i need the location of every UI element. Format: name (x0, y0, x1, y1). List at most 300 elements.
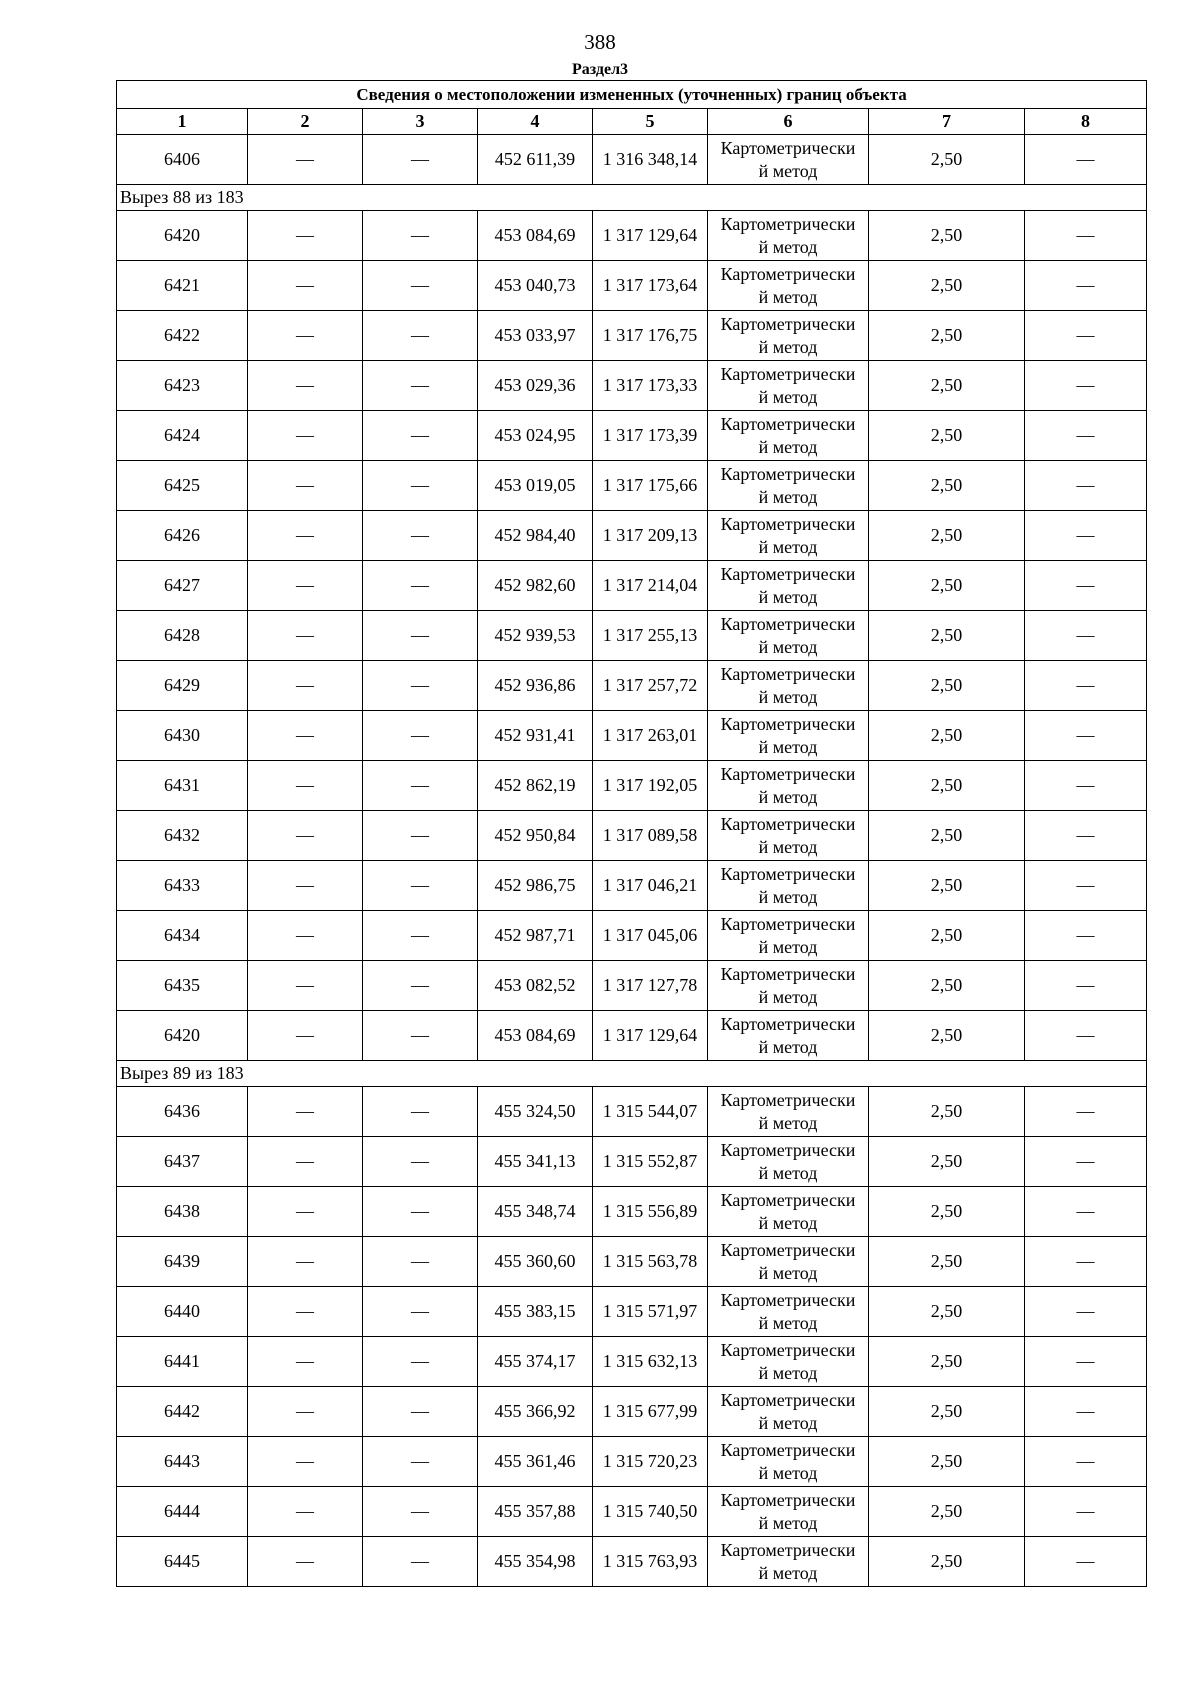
method-line-1: Картометрически (720, 1389, 856, 1410)
table-row (117, 1337, 1147, 1387)
accuracy-cell: 2,50 (869, 1237, 1025, 1287)
method-line-2: й метод (758, 1462, 818, 1483)
y-coordinate-cell: 1 317 127,78 (593, 961, 708, 1011)
x-coordinate-cell: 455 383,15 (478, 1287, 593, 1337)
col8-cell: — (1025, 511, 1147, 561)
point-number-cell: 6431 (117, 761, 248, 811)
y-coordinate-cell: 1 315 763,93 (593, 1537, 708, 1587)
y-coordinate-cell: 1 315 632,13 (593, 1337, 708, 1387)
point-number-cell: 6440 (117, 1287, 248, 1337)
x-coordinate-cell: 452 936,86 (478, 661, 593, 711)
accuracy-cell: 2,50 (869, 361, 1025, 411)
accuracy-cell: 2,50 (869, 411, 1025, 461)
table-row (117, 311, 1147, 361)
method-cell (708, 1187, 869, 1237)
x-coordinate-cell: 452 982,60 (478, 561, 593, 611)
y-coordinate-cell: 1 317 089,58 (593, 811, 708, 861)
point-number-cell: 6430 (117, 711, 248, 761)
method-line-1: Картометрически (720, 463, 856, 484)
col8-cell: — (1025, 761, 1147, 811)
method-line-1: Картометрически (720, 1239, 856, 1260)
table-row (117, 1387, 1147, 1437)
table-row (117, 511, 1147, 561)
col8-cell: — (1025, 1437, 1147, 1487)
point-number-cell: 6437 (117, 1137, 248, 1187)
col3-cell: — (363, 1187, 478, 1237)
method-line-1: Картометрически (720, 513, 856, 534)
method-line-1: Картометрически (720, 1189, 856, 1210)
y-coordinate-cell: 1 315 677,99 (593, 1387, 708, 1437)
y-coordinate-cell: 1 317 192,05 (593, 761, 708, 811)
method-line-1: Картометрически (720, 1489, 856, 1510)
method-cell (708, 1337, 869, 1387)
method-line-2: й метод (758, 386, 818, 407)
point-number-cell: 6444 (117, 1487, 248, 1537)
point-number-cell: 6434 (117, 911, 248, 961)
x-coordinate-cell: 453 082,52 (478, 961, 593, 1011)
y-coordinate-cell: 1 317 255,13 (593, 611, 708, 661)
col2-cell: — (248, 911, 363, 961)
col8-cell: — (1025, 961, 1147, 1011)
col3-cell: — (363, 561, 478, 611)
method-line-1: Картометрически (720, 963, 856, 984)
col2-cell: — (248, 1437, 363, 1487)
method-cell (708, 561, 869, 611)
coordinates-table (116, 80, 1147, 1587)
col2-cell: — (248, 461, 363, 511)
column-header: 8 (1025, 109, 1147, 135)
section-title: Раздел3 (571, 61, 629, 78)
table-body (117, 135, 1147, 1587)
y-coordinate-cell: 1 315 563,78 (593, 1237, 708, 1287)
method-cell (708, 311, 869, 361)
table-row (117, 1487, 1147, 1537)
col3-cell: — (363, 361, 478, 411)
method-cell (708, 1237, 869, 1287)
x-coordinate-cell: 455 361,46 (478, 1437, 593, 1487)
method-cell (708, 261, 869, 311)
col2-cell: — (248, 1011, 363, 1061)
x-coordinate-cell: 453 029,36 (478, 361, 593, 411)
y-coordinate-cell: 1 317 214,04 (593, 561, 708, 611)
col8-cell: — (1025, 561, 1147, 611)
cut-header-row (117, 185, 1147, 211)
col3-cell: — (363, 511, 478, 561)
method-cell (708, 1387, 869, 1437)
y-coordinate-cell: 1 317 046,21 (593, 861, 708, 911)
method-line-2: й метод (758, 1312, 818, 1333)
col8-cell: — (1025, 1137, 1147, 1187)
y-coordinate-cell: 1 315 720,23 (593, 1437, 708, 1487)
accuracy-cell: 2,50 (869, 1187, 1025, 1237)
accuracy-cell: 2,50 (869, 211, 1025, 261)
col2-cell: — (248, 711, 363, 761)
method-line-2: й метод (758, 786, 818, 807)
col2-cell: — (248, 1087, 363, 1137)
col2-cell: — (248, 1137, 363, 1187)
method-cell (708, 661, 869, 711)
point-number-cell: 6436 (117, 1087, 248, 1137)
accuracy-cell: 2,50 (869, 561, 1025, 611)
col3-cell: — (363, 661, 478, 711)
accuracy-cell: 2,50 (869, 1387, 1025, 1437)
accuracy-cell: 2,50 (869, 911, 1025, 961)
x-coordinate-cell: 453 033,97 (478, 311, 593, 361)
accuracy-cell: 2,50 (869, 1087, 1025, 1137)
point-number-cell: 6424 (117, 411, 248, 461)
method-line-1: Картометрически (720, 1339, 856, 1360)
col3-cell: — (363, 711, 478, 761)
x-coordinate-cell: 452 950,84 (478, 811, 593, 861)
column-header: 3 (363, 109, 478, 135)
point-number-cell: 6421 (117, 261, 248, 311)
accuracy-cell: 2,50 (869, 311, 1025, 361)
method-line-2: й метод (758, 636, 818, 657)
table-row (117, 1237, 1147, 1287)
method-line-1: Картометрически (720, 763, 856, 784)
cut-label: Вырез 89 из 183 (117, 1061, 1147, 1087)
table-row (117, 761, 1147, 811)
method-cell (708, 211, 869, 261)
point-number-cell: 6439 (117, 1237, 248, 1287)
page-number: 388 (584, 30, 616, 54)
column-header-row (117, 109, 1147, 135)
method-line-2: й метод (758, 1212, 818, 1233)
col8-cell: — (1025, 1537, 1147, 1587)
method-line-2: й метод (758, 436, 818, 457)
table-row (117, 711, 1147, 761)
point-number-cell: 6432 (117, 811, 248, 861)
method-cell (708, 711, 869, 761)
method-line-2: й метод (758, 1362, 818, 1383)
col8-cell: — (1025, 861, 1147, 911)
method-cell (708, 811, 869, 861)
method-cell (708, 961, 869, 1011)
point-number-cell: 6433 (117, 861, 248, 911)
method-line-2: й метод (758, 1162, 818, 1183)
col3-cell: — (363, 311, 478, 361)
x-coordinate-cell: 455 357,88 (478, 1487, 593, 1537)
x-coordinate-cell: 452 939,53 (478, 611, 593, 661)
col3-cell: — (363, 461, 478, 511)
point-number-cell: 6427 (117, 561, 248, 611)
col8-cell: — (1025, 311, 1147, 361)
point-number-cell: 6420 (117, 1011, 248, 1061)
accuracy-cell: 2,50 (869, 511, 1025, 561)
accuracy-cell: 2,50 (869, 1487, 1025, 1537)
method-cell (708, 135, 869, 185)
col2-cell: — (248, 135, 363, 185)
x-coordinate-cell: 452 986,75 (478, 861, 593, 911)
table-row (117, 1537, 1147, 1587)
y-coordinate-cell: 1 315 544,07 (593, 1087, 708, 1137)
method-line-2: й метод (758, 336, 818, 357)
col2-cell: — (248, 1387, 363, 1437)
method-line-2: й метод (758, 736, 818, 757)
col3-cell: — (363, 1087, 478, 1137)
method-line-1: Картометрически (720, 863, 856, 884)
table-row (117, 861, 1147, 911)
x-coordinate-cell: 453 019,05 (478, 461, 593, 511)
table-row (117, 1187, 1147, 1237)
y-coordinate-cell: 1 317 173,39 (593, 411, 708, 461)
col3-cell: — (363, 1487, 478, 1537)
method-cell (708, 511, 869, 561)
col2-cell: — (248, 861, 363, 911)
col3-cell: — (363, 1537, 478, 1587)
method-line-2: й метод (758, 236, 818, 257)
col8-cell: — (1025, 1287, 1147, 1337)
method-line-1: Картометрически (720, 613, 856, 634)
accuracy-cell: 2,50 (869, 961, 1025, 1011)
point-number-cell: 6425 (117, 461, 248, 511)
x-coordinate-cell: 455 374,17 (478, 1337, 593, 1387)
method-line-2: й метод (758, 1562, 818, 1583)
x-coordinate-cell: 455 354,98 (478, 1537, 593, 1587)
method-line-2: й метод (758, 486, 818, 507)
col3-cell: — (363, 861, 478, 911)
method-cell (708, 861, 869, 911)
point-number-cell: 6438 (117, 1187, 248, 1237)
table-row (117, 1137, 1147, 1187)
table-row (117, 561, 1147, 611)
y-coordinate-cell: 1 315 740,50 (593, 1487, 708, 1537)
y-coordinate-cell: 1 317 257,72 (593, 661, 708, 711)
accuracy-cell: 2,50 (869, 1437, 1025, 1487)
method-cell (708, 1087, 869, 1137)
accuracy-cell: 2,50 (869, 135, 1025, 185)
method-line-1: Картометрически (720, 1139, 856, 1160)
col2-cell: — (248, 511, 363, 561)
table-row (117, 361, 1147, 411)
y-coordinate-cell: 1 317 209,13 (593, 511, 708, 561)
col3-cell: — (363, 1387, 478, 1437)
accuracy-cell: 2,50 (869, 1287, 1025, 1337)
table-row (117, 461, 1147, 511)
method-cell (708, 411, 869, 461)
x-coordinate-cell: 452 984,40 (478, 511, 593, 561)
col2-cell: — (248, 1337, 363, 1387)
col8-cell: — (1025, 1487, 1147, 1537)
col3-cell: — (363, 811, 478, 861)
accuracy-cell: 2,50 (869, 1337, 1025, 1387)
accuracy-cell: 2,50 (869, 711, 1025, 761)
col2-cell: — (248, 761, 363, 811)
x-coordinate-cell: 452 931,41 (478, 711, 593, 761)
point-number-cell: 6443 (117, 1437, 248, 1487)
col3-cell: — (363, 1237, 478, 1287)
y-coordinate-cell: 1 317 045,06 (593, 911, 708, 961)
method-cell (708, 361, 869, 411)
method-cell (708, 1287, 869, 1337)
method-line-2: й метод (758, 1036, 818, 1057)
col2-cell: — (248, 1187, 363, 1237)
accuracy-cell: 2,50 (869, 611, 1025, 661)
method-cell (708, 911, 869, 961)
col2-cell: — (248, 1237, 363, 1287)
col2-cell: — (248, 1287, 363, 1337)
col3-cell: — (363, 611, 478, 661)
col2-cell: — (248, 811, 363, 861)
method-line-2: й метод (758, 1262, 818, 1283)
y-coordinate-cell: 1 315 556,89 (593, 1187, 708, 1237)
accuracy-cell: 2,50 (869, 1137, 1025, 1187)
table-row (117, 211, 1147, 261)
point-number-cell: 6441 (117, 1337, 248, 1387)
method-line-2: й метод (758, 836, 818, 857)
point-number-cell: 6445 (117, 1537, 248, 1587)
y-coordinate-cell: 1 317 176,75 (593, 311, 708, 361)
col3-cell: — (363, 411, 478, 461)
table-row (117, 1287, 1147, 1337)
accuracy-cell: 2,50 (869, 761, 1025, 811)
y-coordinate-cell: 1 316 348,14 (593, 135, 708, 185)
point-number-cell: 6423 (117, 361, 248, 411)
col8-cell: — (1025, 911, 1147, 961)
method-line-1: Картометрически (720, 713, 856, 734)
method-line-1: Картометрически (720, 813, 856, 834)
table-caption: Сведения о местоположении измененных (уточненных) границ объекта (117, 81, 1147, 109)
table-row (117, 661, 1147, 711)
method-line-1: Картометрически (720, 1539, 856, 1560)
y-coordinate-cell: 1 317 263,01 (593, 711, 708, 761)
col2-cell: — (248, 411, 363, 461)
method-line-2: й метод (758, 1112, 818, 1133)
method-line-1: Картометрически (720, 1013, 856, 1034)
accuracy-cell: 2,50 (869, 1537, 1025, 1587)
table-row (117, 611, 1147, 661)
method-cell (708, 1137, 869, 1187)
column-header: 1 (117, 109, 248, 135)
point-number-cell: 6426 (117, 511, 248, 561)
col8-cell: — (1025, 1011, 1147, 1061)
col8-cell: — (1025, 661, 1147, 711)
accuracy-cell: 2,50 (869, 811, 1025, 861)
x-coordinate-cell: 453 084,69 (478, 211, 593, 261)
col8-cell: — (1025, 361, 1147, 411)
y-coordinate-cell: 1 317 173,33 (593, 361, 708, 411)
col8-cell: — (1025, 611, 1147, 661)
col2-cell: — (248, 261, 363, 311)
accuracy-cell: 2,50 (869, 261, 1025, 311)
col8-cell: — (1025, 1337, 1147, 1387)
y-coordinate-cell: 1 315 571,97 (593, 1287, 708, 1337)
accuracy-cell: 2,50 (869, 661, 1025, 711)
table-row (117, 911, 1147, 961)
table-row (117, 1087, 1147, 1137)
point-number-cell: 6428 (117, 611, 248, 661)
method-line-2: й метод (758, 986, 818, 1007)
method-line-2: й метод (758, 1412, 818, 1433)
method-line-2: й метод (758, 886, 818, 907)
method-line-1: Картометрически (720, 213, 856, 234)
col3-cell: — (363, 961, 478, 1011)
col8-cell: — (1025, 211, 1147, 261)
table-row (117, 1437, 1147, 1487)
col2-cell: — (248, 1487, 363, 1537)
col8-cell: — (1025, 135, 1147, 185)
x-coordinate-cell: 455 341,13 (478, 1137, 593, 1187)
col3-cell: — (363, 261, 478, 311)
col3-cell: — (363, 1011, 478, 1061)
column-header: 6 (708, 109, 869, 135)
y-coordinate-cell: 1 315 552,87 (593, 1137, 708, 1187)
point-number-cell: 6422 (117, 311, 248, 361)
column-header: 5 (593, 109, 708, 135)
method-line-1: Картометрически (720, 1089, 856, 1110)
method-cell (708, 1537, 869, 1587)
col3-cell: — (363, 1437, 478, 1487)
method-line-1: Картометрически (720, 913, 856, 934)
col3-cell: — (363, 1287, 478, 1337)
method-cell (708, 461, 869, 511)
point-number-cell: 6435 (117, 961, 248, 1011)
method-line-2: й метод (758, 936, 818, 957)
col8-cell: — (1025, 811, 1147, 861)
x-coordinate-cell: 455 360,60 (478, 1237, 593, 1287)
col2-cell: — (248, 311, 363, 361)
method-line-1: Картометрически (720, 413, 856, 434)
method-line-2: й метод (758, 286, 818, 307)
method-cell (708, 1437, 869, 1487)
column-header: 7 (869, 109, 1025, 135)
table-row (117, 1011, 1147, 1061)
method-line-1: Картометрически (720, 313, 856, 334)
table-row (117, 811, 1147, 861)
col3-cell: — (363, 211, 478, 261)
method-line-2: й метод (758, 586, 818, 607)
table-row (117, 261, 1147, 311)
x-coordinate-cell: 453 040,73 (478, 261, 593, 311)
method-line-1: Картометрически (720, 1289, 856, 1310)
point-number-cell: 6406 (117, 135, 248, 185)
col8-cell: — (1025, 1087, 1147, 1137)
method-line-1: Картометрически (720, 663, 856, 684)
col2-cell: — (248, 661, 363, 711)
col3-cell: — (363, 1137, 478, 1187)
x-coordinate-cell: 452 611,39 (478, 135, 593, 185)
accuracy-cell: 2,50 (869, 861, 1025, 911)
col8-cell: — (1025, 261, 1147, 311)
method-line-1: Картометрически (720, 263, 856, 284)
col3-cell: — (363, 135, 478, 185)
method-cell (708, 1011, 869, 1061)
x-coordinate-cell: 455 324,50 (478, 1087, 593, 1137)
method-line-2: й метод (758, 686, 818, 707)
col8-cell: — (1025, 1237, 1147, 1287)
method-cell (708, 611, 869, 661)
column-header: 2 (248, 109, 363, 135)
col3-cell: — (363, 911, 478, 961)
col8-cell: — (1025, 1187, 1147, 1237)
table-row (117, 961, 1147, 1011)
col3-cell: — (363, 1337, 478, 1387)
x-coordinate-cell: 453 084,69 (478, 1011, 593, 1061)
x-coordinate-cell: 455 366,92 (478, 1387, 593, 1437)
method-line-2: й метод (758, 1512, 818, 1533)
method-cell (708, 1487, 869, 1537)
cut-label: Вырез 88 из 183 (117, 185, 1147, 211)
y-coordinate-cell: 1 317 129,64 (593, 1011, 708, 1061)
y-coordinate-cell: 1 317 173,64 (593, 261, 708, 311)
column-header: 4 (478, 109, 593, 135)
table-row (117, 135, 1147, 185)
method-line-2: й метод (758, 536, 818, 557)
col2-cell: — (248, 1537, 363, 1587)
col2-cell: — (248, 611, 363, 661)
col8-cell: — (1025, 461, 1147, 511)
col8-cell: — (1025, 711, 1147, 761)
